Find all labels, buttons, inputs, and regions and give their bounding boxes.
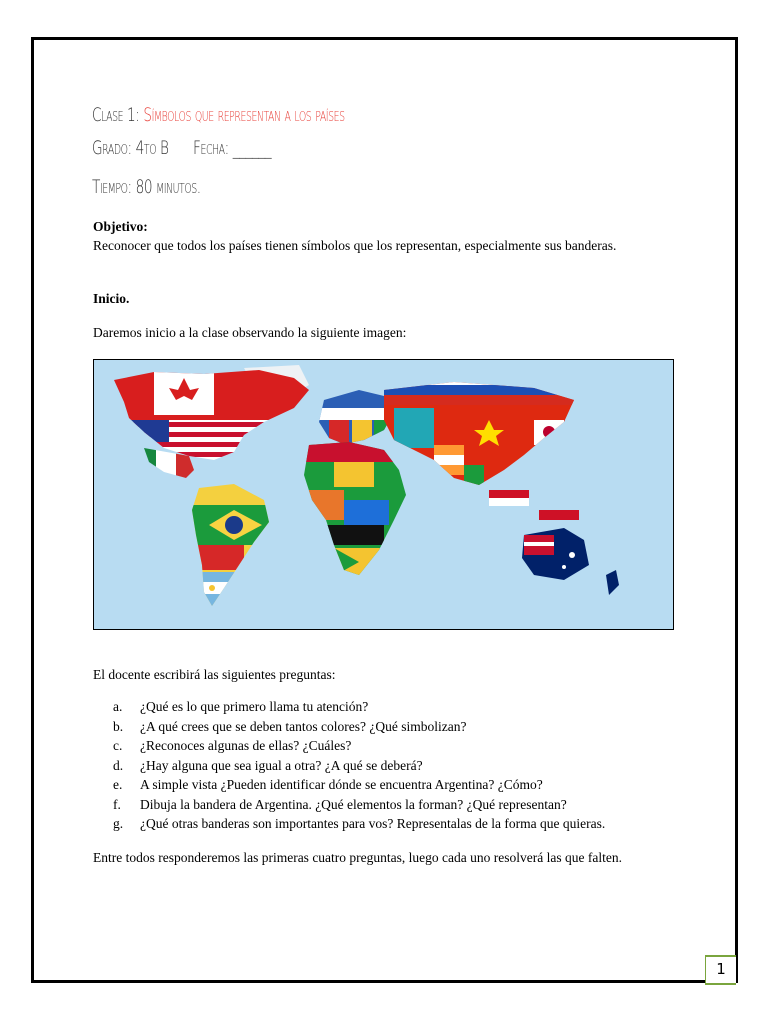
- world-map-illustration: [94, 360, 673, 629]
- list-item: [113, 775, 605, 795]
- start-intro: Daremos inicio a la clase observando la siguiente imagen:: [93, 325, 407, 340]
- list-marker: e.: [113, 777, 123, 792]
- questions-intro: El docente escribirá las siguientes preguntas:: [93, 667, 336, 682]
- closing-paragraph: Entre todos responderemos las primeras cuatro preguntas, luego cada uno resolverá las que falten.: [93, 850, 622, 865]
- lesson-title: [92, 104, 345, 126]
- list-item: [113, 736, 605, 756]
- list-item: [113, 814, 605, 834]
- question-text: Dibuja la bandera de Argentina. ¿Qué elementos la forman? ¿Qué representan?: [140, 796, 567, 812]
- date-field: Fecha: ______: [193, 137, 272, 159]
- question-text: A simple vista ¿Pueden identificar dónde se encuentra Argentina? ¿Cómo?: [140, 777, 543, 792]
- grade-date-line: [92, 137, 271, 159]
- objective-label: Objetivo:: [93, 219, 148, 234]
- start-label: Inicio.: [93, 291, 130, 306]
- title-prefix: Clase 1:: [92, 104, 144, 126]
- list-item: [113, 717, 605, 737]
- duration-line: Tiempo: 80 minutos.: [92, 176, 201, 198]
- question-text: ¿Qué otras banderas son importantes para vos? Representalas de la forma que quieras.: [140, 816, 606, 831]
- questions-list: [113, 697, 605, 834]
- page-number: 1: [705, 955, 736, 985]
- title-highlight: Símbolos que representan a los países: [143, 104, 345, 126]
- list-item: [113, 697, 605, 717]
- list-marker: g.: [113, 816, 124, 831]
- question-text: ¿A qué crees que se deben tantos colores? ¿Qué simbolizan?: [140, 718, 467, 734]
- list-marker: d.: [113, 757, 124, 773]
- list-item: [113, 795, 605, 815]
- world-flag-map-image: [93, 359, 674, 630]
- objective-text: Reconocer que todos los países tienen símbolos que los representan, especialmente sus banderas.: [93, 238, 617, 253]
- question-text: ¿Reconoces algunas de ellas? ¿Cuáles?: [140, 738, 352, 753]
- list-item: [113, 756, 605, 776]
- list-marker: f.: [113, 796, 121, 812]
- list-marker: b.: [113, 718, 124, 734]
- list-marker: a.: [113, 699, 123, 714]
- question-text: ¿Hay alguna que sea igual a otra? ¿A qué se deberá?: [140, 757, 423, 773]
- grade-text: Grado: 4to B: [92, 137, 169, 159]
- question-text: ¿Qué es lo que primero llama tu atención?: [140, 699, 369, 714]
- list-marker: c.: [113, 738, 123, 753]
